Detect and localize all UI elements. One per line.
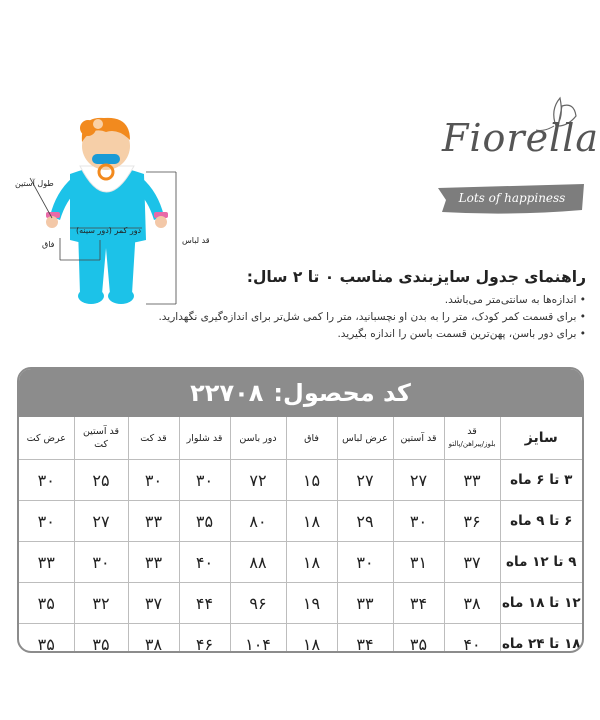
size-cell: ۳ تا ۶ ماه	[500, 460, 582, 501]
table-cell: ۳۱	[393, 542, 444, 583]
table-cell: ۸۰	[230, 501, 286, 542]
table-cell: ۳۵	[179, 501, 230, 542]
brand-logo	[432, 92, 600, 222]
table-cell: ۳۰	[337, 542, 393, 583]
column-header: قد آستین کت	[74, 417, 128, 460]
table-cell: ۴۴	[179, 583, 230, 624]
table-cell: ۳۴	[337, 624, 393, 654]
table-cell: ۳۸	[444, 583, 500, 624]
guide-note: • اندازه‌ها به سانتی‌متر می‌باشد.	[444, 294, 586, 306]
column-header: قد آستین	[393, 417, 444, 460]
table-cell: ۸۸	[230, 542, 286, 583]
size-cell: ۶ تا ۹ ماه	[500, 501, 582, 542]
table-cell: ۳۴	[393, 583, 444, 624]
guide-title: راهنمای جدول سایزبندی مناسب ۰ تا ۲ سال:	[246, 268, 586, 286]
table-cell: ۱۸	[286, 624, 337, 654]
table-cell: ۲۷	[337, 460, 393, 501]
table-cell: ۳۳	[128, 542, 179, 583]
table-header-row	[19, 417, 582, 460]
guide-note: • برای قسمت کمر کودک، متر را به بدن او نچسبانید، متر را کمی شل‌تر برای اندازه‌گیری نگهدارید.	[158, 311, 586, 323]
column-header: قد شلوار	[179, 417, 230, 460]
sleeve-length-label: طول آستین	[15, 179, 54, 188]
column-header: سایز	[500, 417, 582, 460]
size-cell: ۱۲ تا ۱۸ ماه	[500, 583, 582, 624]
column-header: عرض کت	[19, 417, 74, 460]
table-cell: ۲۷	[74, 501, 128, 542]
table-cell: ۱۰۴	[230, 624, 286, 654]
table-cell: ۴۶	[179, 624, 230, 654]
table-row	[19, 501, 582, 542]
column-header: عرض لباس	[337, 417, 393, 460]
product-code-value: ۲۲۷۰۸	[190, 379, 264, 407]
crotch-label: فاق	[42, 240, 55, 249]
table-cell: ۳۲	[74, 583, 128, 624]
table-cell: ۳۰	[393, 501, 444, 542]
table-row	[19, 583, 582, 624]
table-cell: ۳۰	[19, 501, 74, 542]
column-header: قد کت	[128, 417, 179, 460]
brand-tagline: Lots of happiness	[458, 191, 566, 205]
table-cell: ۲۹	[337, 501, 393, 542]
table-cell: ۳۸	[128, 624, 179, 654]
table-cell: ۳۰	[19, 460, 74, 501]
size-cell: ۱۸ تا ۲۴ ماه	[500, 624, 582, 654]
table-cell: ۳۵	[19, 583, 74, 624]
table-cell: ۱۵	[286, 460, 337, 501]
table-cell: ۳۰	[179, 460, 230, 501]
table-cell: ۳۷	[128, 583, 179, 624]
table-row	[19, 542, 582, 583]
product-code-header	[19, 369, 582, 417]
table-cell: ۳۳	[444, 460, 500, 501]
size-table-card	[17, 367, 584, 653]
size-guide-text	[26, 268, 586, 343]
table-cell: ۴۰	[179, 542, 230, 583]
size-table	[19, 417, 582, 653]
guide-note: • برای دور باسن، پهن‌ترین قسمت باسن را اندازه بگیرید.	[337, 328, 586, 340]
table-cell: ۲۷	[393, 460, 444, 501]
table-cell: ۹۶	[230, 583, 286, 624]
table-cell: ۳۳	[19, 542, 74, 583]
garment-length-label: قد لباس	[182, 236, 210, 245]
table-cell: ۴۰	[444, 624, 500, 654]
table-cell: ۲۵	[74, 460, 128, 501]
table-cell: ۱۹	[286, 583, 337, 624]
table-cell: ۳۵	[74, 624, 128, 654]
size-cell: ۹ تا ۱۲ ماه	[500, 542, 582, 583]
table-cell: ۳۶	[444, 501, 500, 542]
column-header: فاق	[286, 417, 337, 460]
column-header: قد بلوز/پیراهن/پالتو	[444, 417, 500, 460]
table-cell: ۳۵	[393, 624, 444, 654]
table-cell: ۱۸	[286, 542, 337, 583]
column-header: دور باسن	[230, 417, 286, 460]
product-code-label: کد محصول:	[273, 379, 411, 407]
table-cell: ۷۲	[230, 460, 286, 501]
table-cell: ۱۸	[286, 501, 337, 542]
table-row	[19, 460, 582, 501]
table-cell: ۳۰	[128, 460, 179, 501]
table-cell: ۳۷	[444, 542, 500, 583]
brand-name: Fiorella	[442, 116, 600, 160]
table-cell: ۳۰	[74, 542, 128, 583]
table-cell: ۳۵	[19, 624, 74, 654]
table-cell: ۳۳	[128, 501, 179, 542]
table-cell: ۳۳	[337, 583, 393, 624]
waist-label: دور کمر (دور سینه)	[76, 226, 142, 235]
table-row	[19, 624, 582, 654]
